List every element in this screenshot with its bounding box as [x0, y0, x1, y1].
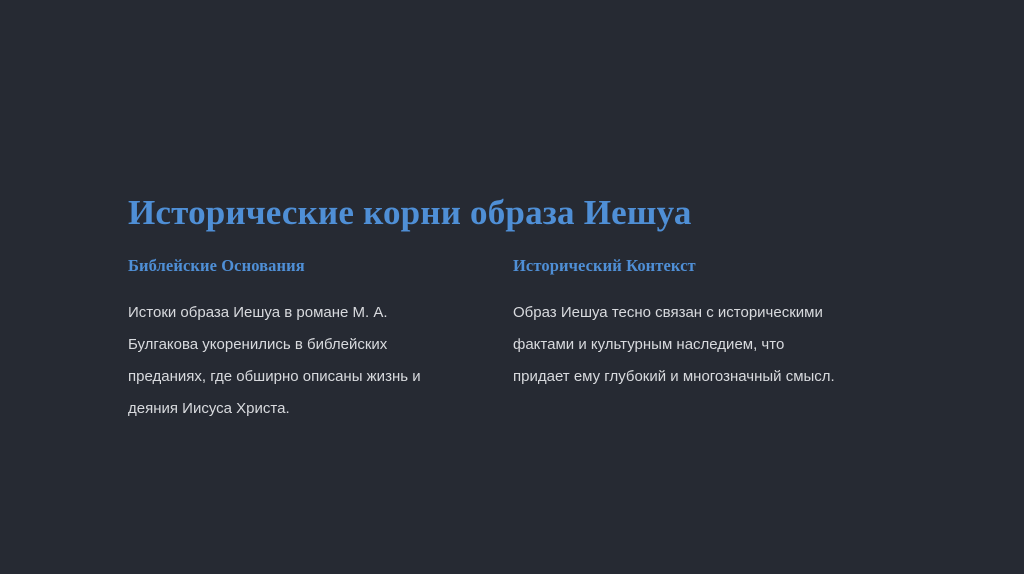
column-biblical-foundations [128, 255, 513, 425]
column-historical-context [513, 255, 898, 425]
column-heading: Библейские Основания [128, 256, 305, 275]
content-columns [128, 255, 898, 425]
column-heading: Исторический Контекст [513, 256, 696, 275]
page-title: Исторические корни образа Иешуа [128, 193, 692, 233]
column-body-text: Истоки образа Иешуа в романе М. А. Булгакова укоренились в библейских преданиях, где обширно описаны жизнь и деяния Иисуса Христа. [128, 304, 421, 417]
column-body-text: Образ Иешуа тесно связан с историческими фактами и культурным наследием, что придает ему глубокий и многозначный смысл. [513, 304, 835, 385]
